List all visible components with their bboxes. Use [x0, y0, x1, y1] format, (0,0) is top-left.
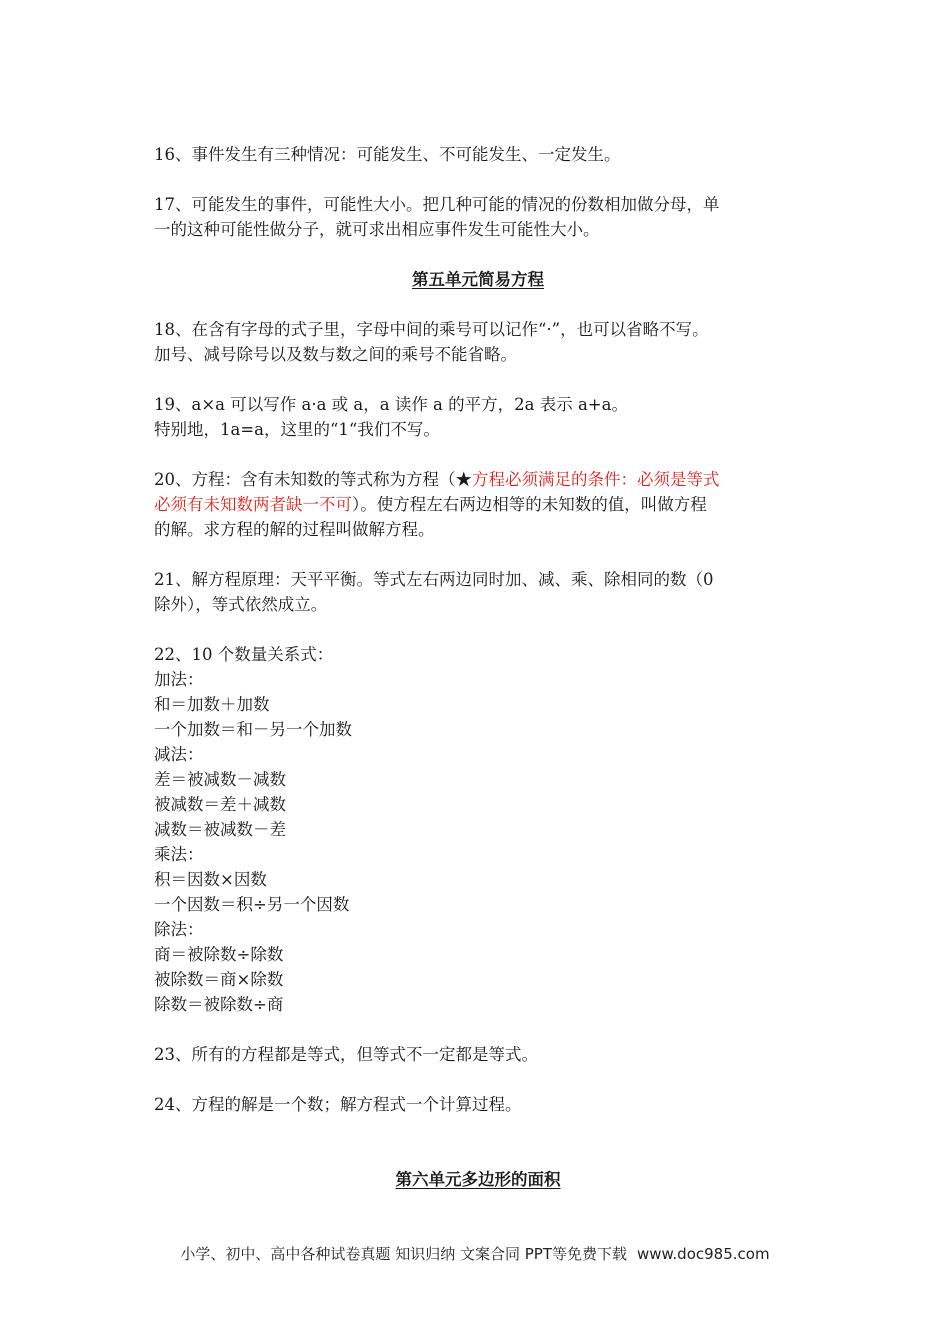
item-18-line-1: 18、在含有字母的式子里，字母中间的乘号可以记作“·”，也可以省略不写。 [154, 320, 709, 339]
unit-6-heading: 第六单元多边形的面积 [395, 1170, 561, 1189]
unit-5-heading: 第五单元简易方程 [412, 270, 544, 289]
document-body [154, 142, 802, 1192]
item-19-line-2: 特别地，1a=a，这里的“1“我们不写。 [154, 420, 440, 439]
item-21-line-1: 21、解方程原理：天平平衡。等式左右两边同时加、减、乘、除相同的数（0 [154, 570, 714, 589]
relation-line: 差＝被减数－减数 [154, 770, 286, 789]
item-20-highlight-1: 方程必须满足的条件：必须是等式 [472, 470, 720, 489]
relation-line: 一个因数＝积÷另一个因数 [154, 895, 350, 914]
relation-line: 减法： [154, 745, 204, 764]
footer-url[interactable]: www.doc985.com [636, 1245, 770, 1263]
relation-line: 一个加数＝和－另一个加数 [154, 720, 352, 739]
item-20-line-2-text: ）。使方程左右两边相等的未知数的值，叫做方程 [352, 495, 707, 514]
item-20-line-1-text: 20、方程：含有未知数的等式称为方程（★ [154, 470, 472, 489]
item-21-line-2: 除外），等式依然成立。 [154, 595, 328, 614]
item-20-line-3: 的解。求方程的解的过程叫做解方程。 [154, 520, 435, 539]
item-19-line-1: 19、a×a 可以写作 a·a 或 a，a 读作 a 的平方，2a 表示 a+a。 [154, 395, 628, 414]
item-17-line-1: 17、可能发生的事件，可能性大小。把几种可能的情况的份数相加做分母，单 [154, 195, 720, 214]
footer-text: 小学、初中、高中各种试卷真题 知识归纳 文案合同 PPT等免费下载 [180, 1245, 627, 1263]
item-20-line-1 [154, 467, 802, 492]
item-23: 23、所有的方程都是等式，但等式不一定都是等式。 [154, 1045, 538, 1064]
item-17-line-2: 一的这种可能性做分子，就可求出相应事件发生可能性大小。 [154, 220, 600, 239]
relation-line: 商＝被除数÷除数 [154, 945, 284, 964]
relation-line: 和＝加数＋加数 [154, 695, 270, 714]
relation-line: 被减数＝差＋减数 [154, 795, 286, 814]
relation-line: 积＝因数×因数 [154, 870, 267, 889]
item-22-title: 22、10 个数量关系式： [154, 645, 334, 664]
relation-line: 减数＝被减数－差 [154, 820, 286, 839]
relation-line: 除法： [154, 920, 204, 939]
item-20-highlight-2: 必须有未知数两者缺一不可 [154, 495, 352, 514]
item-24: 24、方程的解是一个数；解方程式一个计算过程。 [154, 1095, 522, 1114]
footer [0, 1243, 950, 1264]
item-16: 16、事件发生有三种情况：可能发生、不可能发生、一定发生。 [154, 145, 621, 164]
relation-line: 乘法： [154, 845, 204, 864]
relation-line: 被除数＝商×除数 [154, 970, 284, 989]
relation-line: 除数＝被除数÷商 [154, 995, 284, 1014]
item-20-line-2 [154, 492, 802, 517]
item-18-line-2: 加号、减号除号以及数与数之间的乘号不能省略。 [154, 345, 517, 364]
relation-line: 加法： [154, 670, 204, 689]
